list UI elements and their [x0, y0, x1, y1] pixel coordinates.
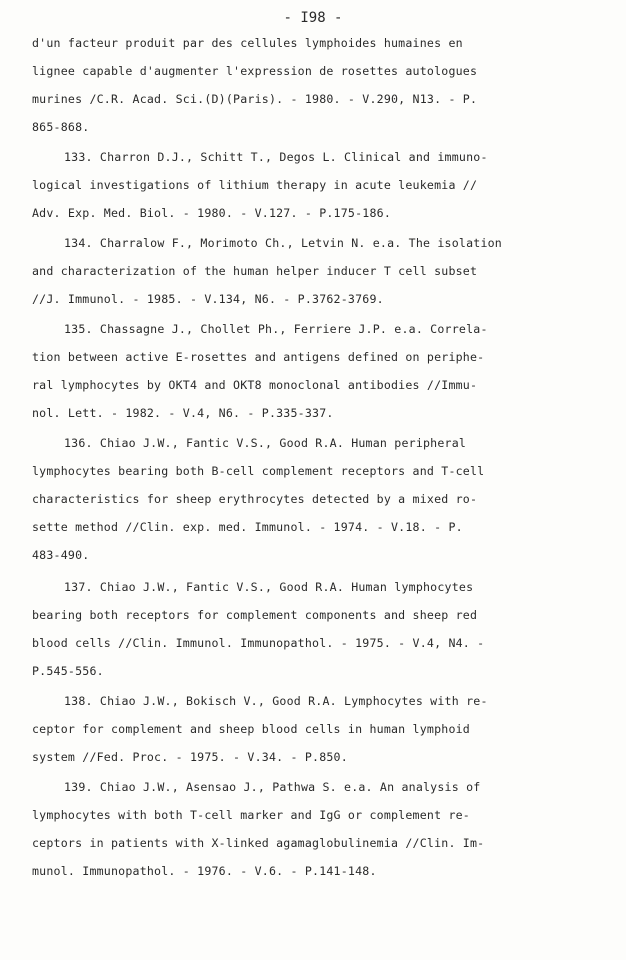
text-line: system //Fed. Proc. - 1975. - V.34. - P.850. — [32, 750, 348, 764]
text-line: Adv. Exp. Med. Biol. - 1980. - V.127. - P.175-186. — [32, 206, 392, 220]
reference-138-start: 138. Chiao J.W., Bokisch V., Good R.A. Lymphocytes with re- — [64, 694, 488, 708]
text-line: murines /C.R. Acad. Sci.(D)(Paris). - 1980. - V.290, N13. - P. — [32, 92, 478, 106]
text-line: ceptor for complement and sheep blood cells in human lymphoid — [32, 722, 470, 736]
text-line: d'un facteur produit par des cellules lymphoides humaines en — [32, 36, 463, 50]
page-number: - I98 - — [283, 10, 343, 26]
text-line: lymphocytes with both T-cell marker and IgG or complement re- — [32, 808, 470, 822]
reference-136-start: 136. Chiao J.W., Fantic V.S., Good R.A. Human peripheral — [64, 436, 467, 450]
text-line: and characterization of the human helper inducer T cell subset — [32, 264, 478, 278]
text-line: nol. Lett. - 1982. - V.4, N6. - P.335-337. — [32, 406, 334, 420]
reference-135-start: 135. Chassagne J., Chollet Ph., Ferriere J.P. e.a. Correla- — [64, 322, 488, 336]
text-line: ceptors in patients with X-linked agamaglobulinemia //Clin. Im- — [32, 836, 485, 850]
text-line: //J. Immunol. - 1985. - V.134, N6. - P.3762-3769. — [32, 292, 384, 306]
text-line: ral lymphocytes by OKT4 and OKT8 monoclonal antibodies //Immu- — [32, 378, 478, 392]
text-line: 483-490. — [32, 548, 90, 562]
text-line: logical investigations of lithium therapy in acute leukemia // — [32, 178, 478, 192]
reference-139-start: 139. Chiao J.W., Asensao J., Pathwa S. e.a. An analysis of — [64, 780, 481, 794]
text-line: P.545-556. — [32, 664, 104, 678]
text-line: blood cells //Clin. Immunol. Immunopathol. - 1975. - V.4, N4. - — [32, 636, 485, 650]
text-line: 865-868. — [32, 120, 90, 134]
text-line: tion between active E-rosettes and antigens defined on periphe- — [32, 350, 485, 364]
text-line: lignee capable d'augmenter l'expression de rosettes autologues — [32, 64, 478, 78]
reference-137-start: 137. Chiao J.W., Fantic V.S., Good R.A. Human lymphocytes — [64, 580, 474, 594]
text-line: munol. Immunopathol. - 1976. - V.6. - P.141-148. — [32, 864, 377, 878]
text-line: sette method //Clin. exp. med. Immunol. - 1974. - V.18. - P. — [32, 520, 463, 534]
text-line: bearing both receptors for complement components and sheep red — [32, 608, 478, 622]
reference-133-start: 133. Charron D.J., Schitt T., Degos L. Clinical and immuno- — [64, 150, 488, 164]
reference-134-start: 134. Charralow F., Morimoto Ch., Letvin N. e.a. The isolation — [64, 236, 502, 250]
text-line: lymphocytes bearing both B-cell complement receptors and T-cell — [32, 464, 485, 478]
text-line: characteristics for sheep erythrocytes detected by a mixed ro- — [32, 492, 478, 506]
